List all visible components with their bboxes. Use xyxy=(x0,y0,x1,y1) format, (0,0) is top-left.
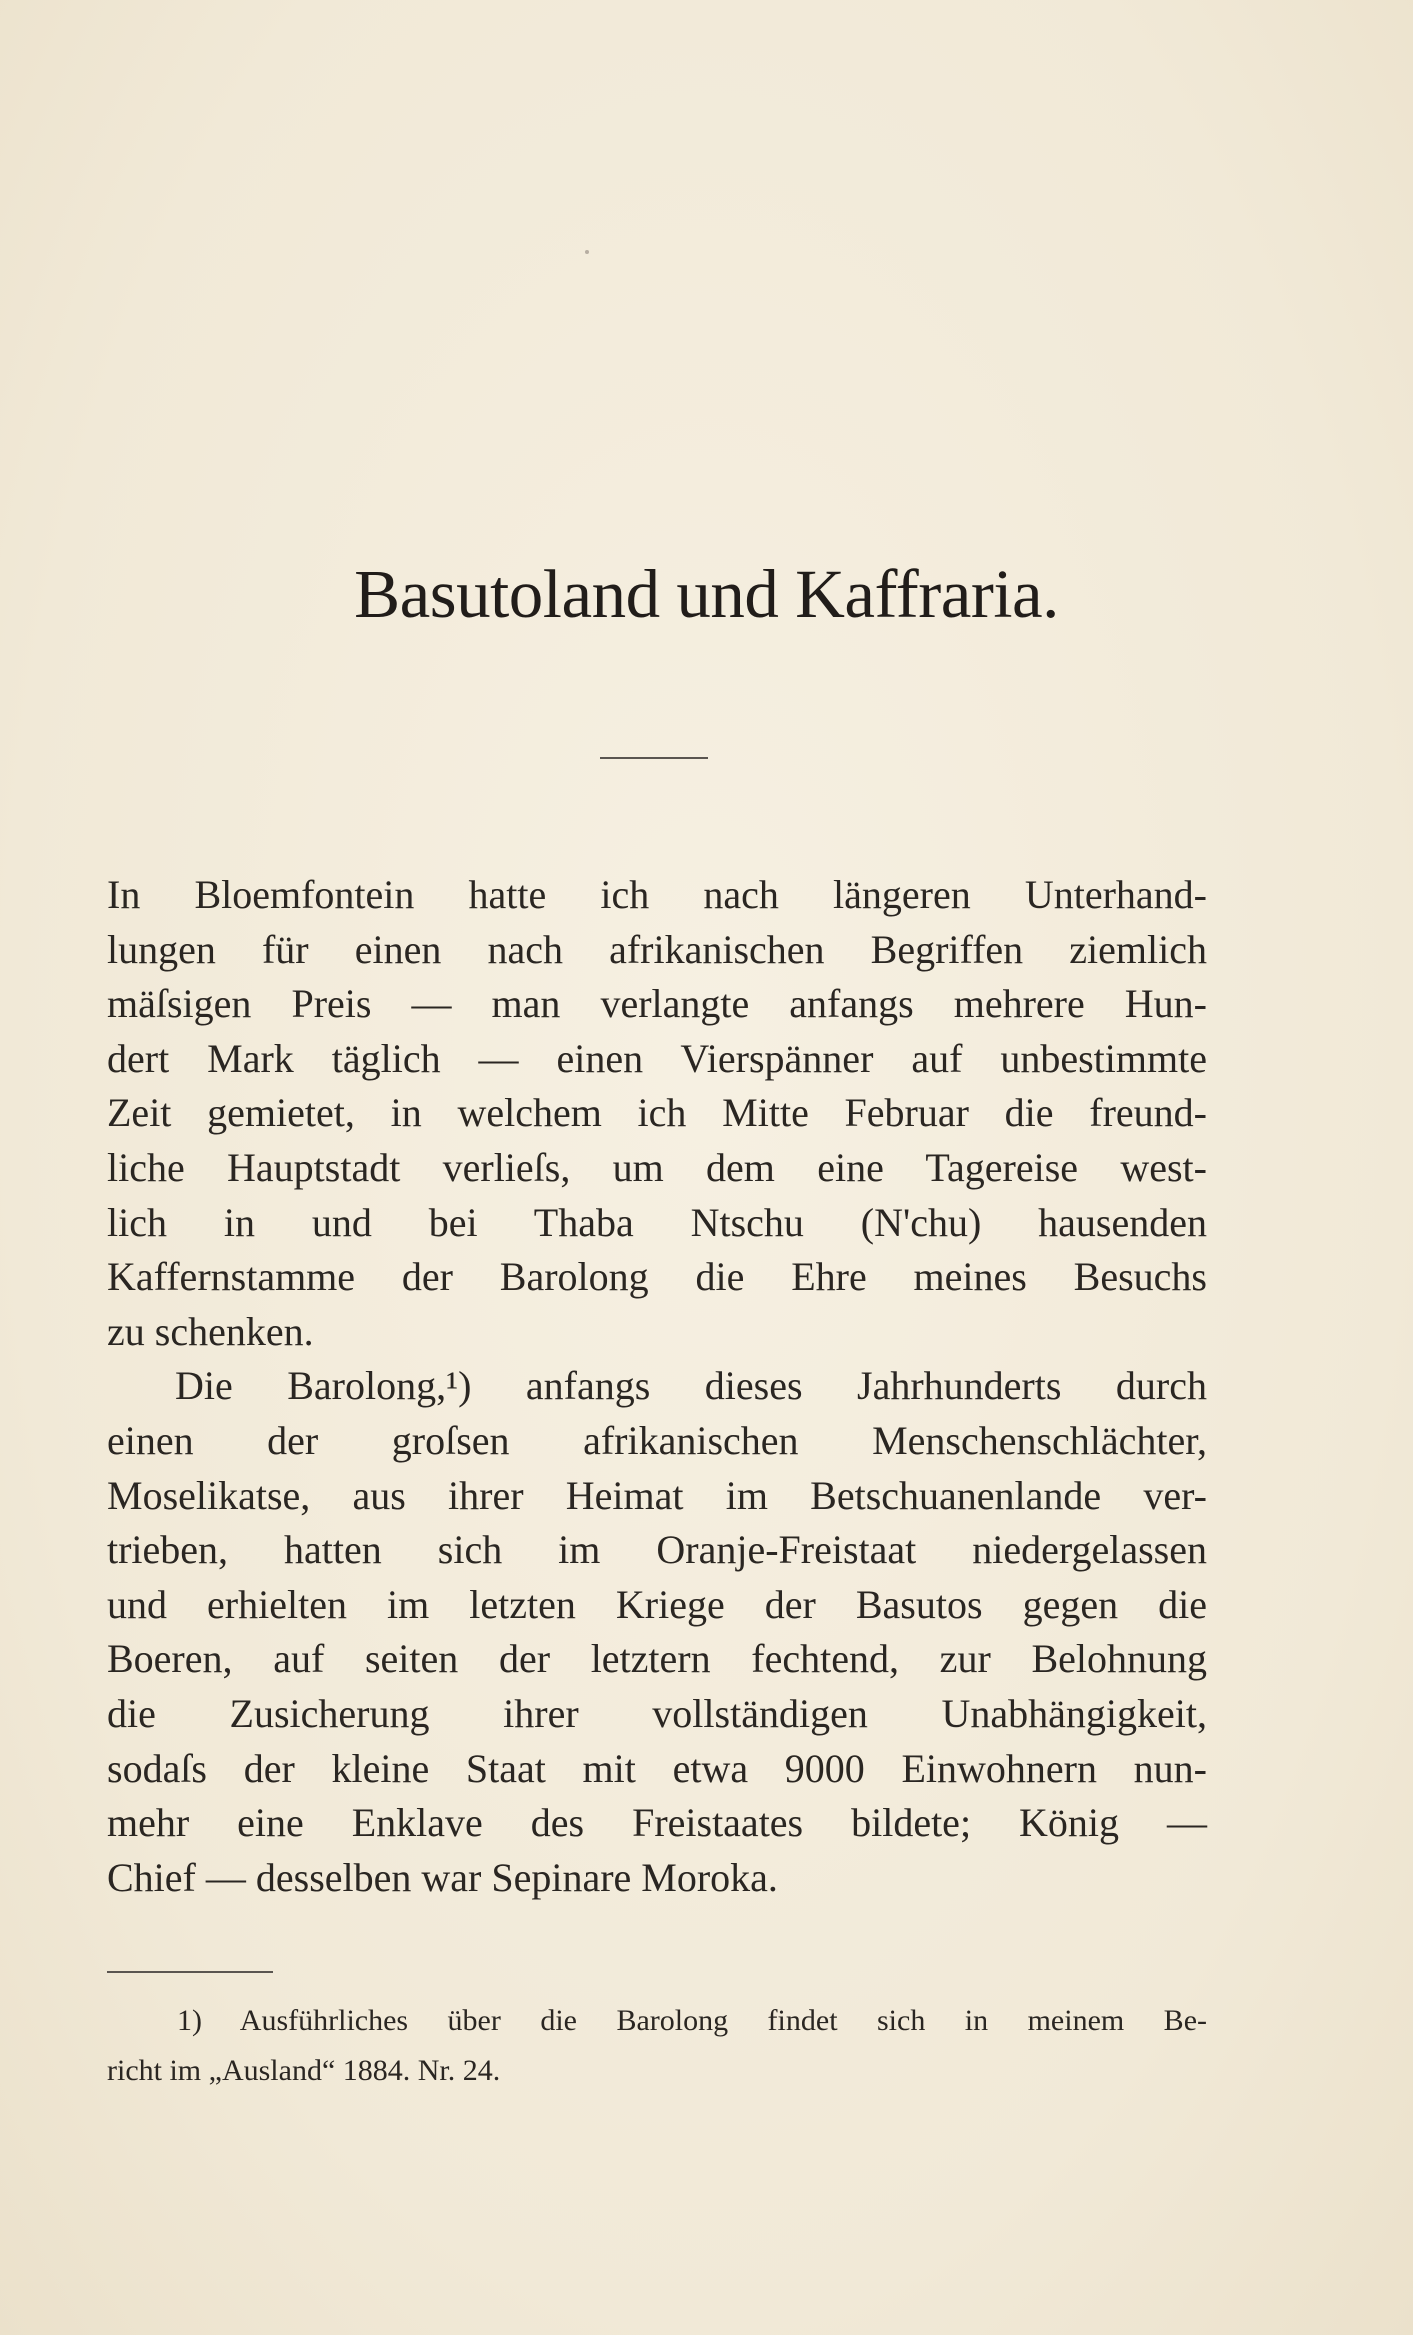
text-line: und erhielten im letzten Kriege der Basutos gegen die xyxy=(107,1581,1207,1627)
text-line: liche Hauptstadt verlieſs, um dem eine Tagereise west- xyxy=(107,1144,1207,1190)
text-line: lungen für einen nach afrikanischen Begriffen ziemlich xyxy=(107,926,1207,972)
paragraph-2 xyxy=(107,1359,1207,1905)
text-line: Zeit gemietet, in welchem ich Mitte Februar die freund- xyxy=(107,1090,1207,1136)
text-line: die Zusicherung ihrer vollständigen Unabhängigkeit, xyxy=(107,1690,1207,1736)
chapter-title: Basutoland und Kaffraria. xyxy=(354,556,1059,632)
footnote-rule xyxy=(107,1971,273,1973)
footnote xyxy=(107,1996,1207,2096)
text-line: Kaffernstamme der Barolong die Ehre meines Besuchs xyxy=(107,1254,1207,1300)
text-line: mäſsigen Preis — man verlangte anfangs mehrere Hun- xyxy=(107,981,1207,1027)
text-line: sodaſs der kleine Staat mit etwa 9000 Einwohnern nun- xyxy=(107,1745,1207,1791)
text-line: trieben, hatten sich im Oranje-Freistaat niedergelassen xyxy=(107,1527,1207,1573)
text-line: In Bloemfontein hatte ich nach längeren Unterhand- xyxy=(107,872,1207,917)
text-line: einen der groſsen afrikanischen Menschenschlächter, xyxy=(107,1417,1207,1463)
footnote-line: richt im „Ausland“ 1884. Nr. 24. xyxy=(107,2054,501,2087)
text-line: lich in und bei Thaba Ntschu (N'chu) hausenden xyxy=(107,1199,1207,1245)
text-line: Boeren, auf seiten der letztern fechtend, zur Belohnung xyxy=(107,1636,1207,1682)
ink-speck xyxy=(585,250,589,254)
text-line: zu schenken. xyxy=(107,1308,314,1354)
text-line: mehr eine Enklave des Freistaates bildete; König — xyxy=(107,1800,1207,1846)
footnote-line: 1) Ausführliches über die Barolong findet sich in meinem Be- xyxy=(177,2004,1207,2037)
text-line: Moselikatse, aus ihrer Heimat im Betschuanenlande ver- xyxy=(107,1472,1207,1518)
title-rule xyxy=(600,757,708,759)
body-text xyxy=(107,868,1207,1905)
text-line: dert Mark täglich — einen Vierspänner auf unbestimmte xyxy=(107,1035,1207,1081)
text-line: Die Barolong,¹) anfangs dieses Jahrhunderts durch xyxy=(175,1363,1207,1409)
paragraph-1 xyxy=(107,868,1207,1359)
text-line: Chief — desselben war Sepinare Moroka. xyxy=(107,1854,778,1900)
